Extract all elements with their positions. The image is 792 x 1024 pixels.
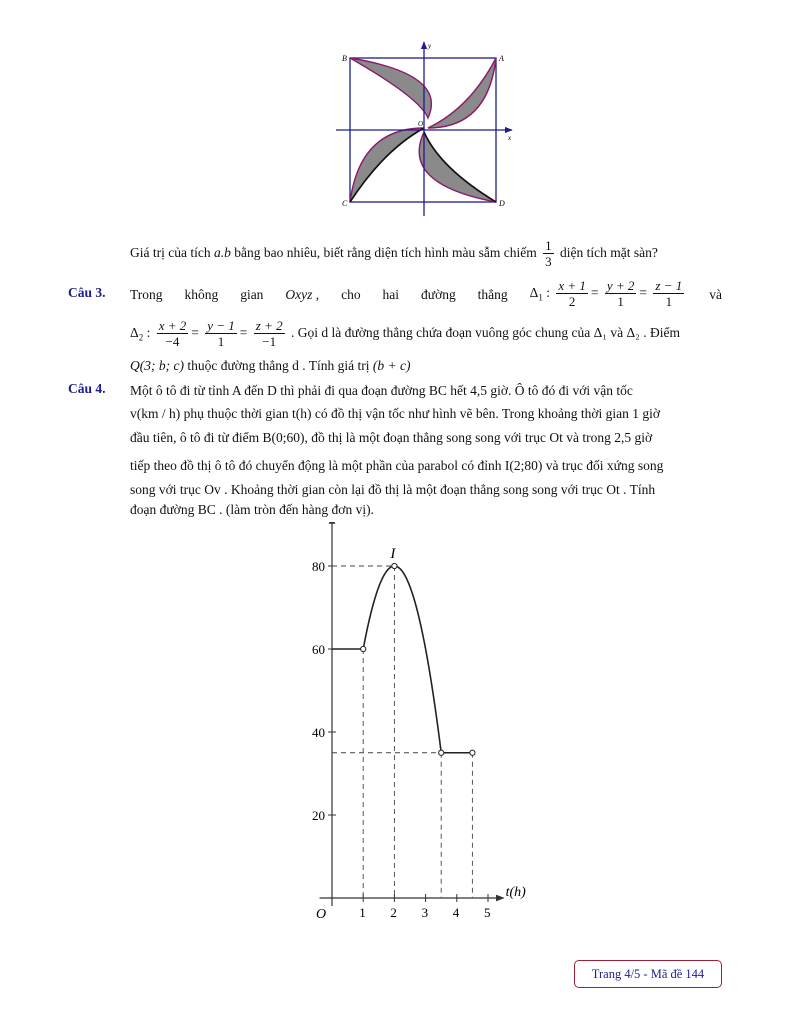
label-D: D <box>499 199 505 208</box>
intro-math-ab: a.b <box>213 245 231 260</box>
petal-bottom-right <box>419 132 496 202</box>
intro-fraction: $\frac{1}{3}$ <box>545 238 552 270</box>
vertex-label: I <box>390 546 396 562</box>
q4-line-1: Một ô tô đi từ tỉnh A đến D thì phải đi qua đoạn đường BC hết 4,5 giờ. Ô tô đó đi với vận tốc <box>130 383 633 398</box>
label-C: C <box>342 199 348 208</box>
delta2-equation: $\Delta_2$ : $\frac{x + 2}{-4}$ = $\frac{y - 1}{1}$ = $\frac{z + 2}{-1}$ <box>130 318 283 350</box>
q3-line-2: $\Delta_2$ : $\frac{x + 2}{-4}$ = $\frac{y - 1}{1}$ = $\frac{z + 2}{-1}$ . Gọi d là đường thẳng chứa đoạn vuông góc chung của Δ₁ và Δ₂ . Điểm <box>130 318 680 350</box>
y-tick-label: 40 <box>312 725 325 740</box>
marked-point <box>470 750 475 755</box>
petal-top-left <box>350 58 431 118</box>
q4-line-6: đoạn đường BC . (làm tròn đến hàng đơn vị). <box>130 502 374 517</box>
x-tick-label: 3 <box>421 905 429 920</box>
y-tick-label: 80 <box>312 559 325 574</box>
intro-text-b: bằng bao nhiêu, biết rằng diện tích hình màu sẫm chiếm <box>234 245 537 260</box>
y-tick-label: 20 <box>312 808 325 823</box>
q4-label: Câu 4. <box>68 381 106 396</box>
velocity-chart <box>300 522 540 924</box>
label-B: B <box>342 54 347 63</box>
q4-line-5: song với trục Ov . Khoảng thời gian còn lại đồ thị là một đoạn thẳng song song với trục Ot . Tính <box>130 482 656 497</box>
origin-label: O <box>316 907 327 922</box>
x-tick-label: 5 <box>484 905 491 920</box>
delta1-equation: $\Delta_1$ : $\frac{x + 1}{2}$ = $\frac{y + 2}{1}$ = $\frac{z - 1}{1}$ <box>529 278 683 310</box>
page-footer: Trang 4/5 - Mã đề 144 <box>574 960 722 988</box>
label-O: O <box>418 120 424 128</box>
marked-point <box>439 750 444 755</box>
label-y: y <box>428 42 432 50</box>
petal-top-right <box>428 58 496 128</box>
q4-line-2: v(km / h) phụ thuộc thời gian t(h) có đồ thị vận tốc như hình vẽ bên. Trong khoảng thời gian 1 giờ <box>130 406 661 421</box>
intro-text-a: Giá trị của tích <box>130 245 211 260</box>
q3-line-3: Q(3; b; c) thuộc đường thẳng d . Tính giá trị (b + c) <box>130 358 411 373</box>
marked-point <box>361 646 366 651</box>
q4-line-4: tiếp theo đồ thị ô tô đó chuyển động là một phần của parabol có đỉnh I(2;80) và trục đối xứng song <box>130 458 664 473</box>
q3-line-1: Trong không gian Oxyz , cho hai đường thẳng $\Delta_1$ : $\frac{x + 1}{2}$ = $\frac{y + 2}{1}$ = $\frac{z - 1}{1}$ và <box>130 276 722 315</box>
petal-bottom-left <box>350 128 424 202</box>
x-tick-label: 2 <box>390 905 397 920</box>
x-axis-label: t(h) <box>505 885 526 900</box>
label-A: A <box>499 54 504 63</box>
intro-line <box>130 236 722 270</box>
x-tick-label: 4 <box>452 905 460 920</box>
y-tick-label: 60 <box>312 642 325 657</box>
q3-label: Câu 3. <box>68 285 106 300</box>
q4-line-3: đầu tiên, ô tô đi từ điểm B(0;60), đồ thị là một đoạn thẳng song song với trục Ot và trong 2,5 giờ <box>130 430 653 445</box>
intro-text-c: diện tích mặt sàn? <box>560 245 658 260</box>
velocity-curve <box>332 566 472 753</box>
label-x: x <box>508 134 512 142</box>
marked-point <box>392 563 397 568</box>
x-tick-label: 1 <box>359 905 366 920</box>
pinwheel-figure <box>330 38 520 218</box>
